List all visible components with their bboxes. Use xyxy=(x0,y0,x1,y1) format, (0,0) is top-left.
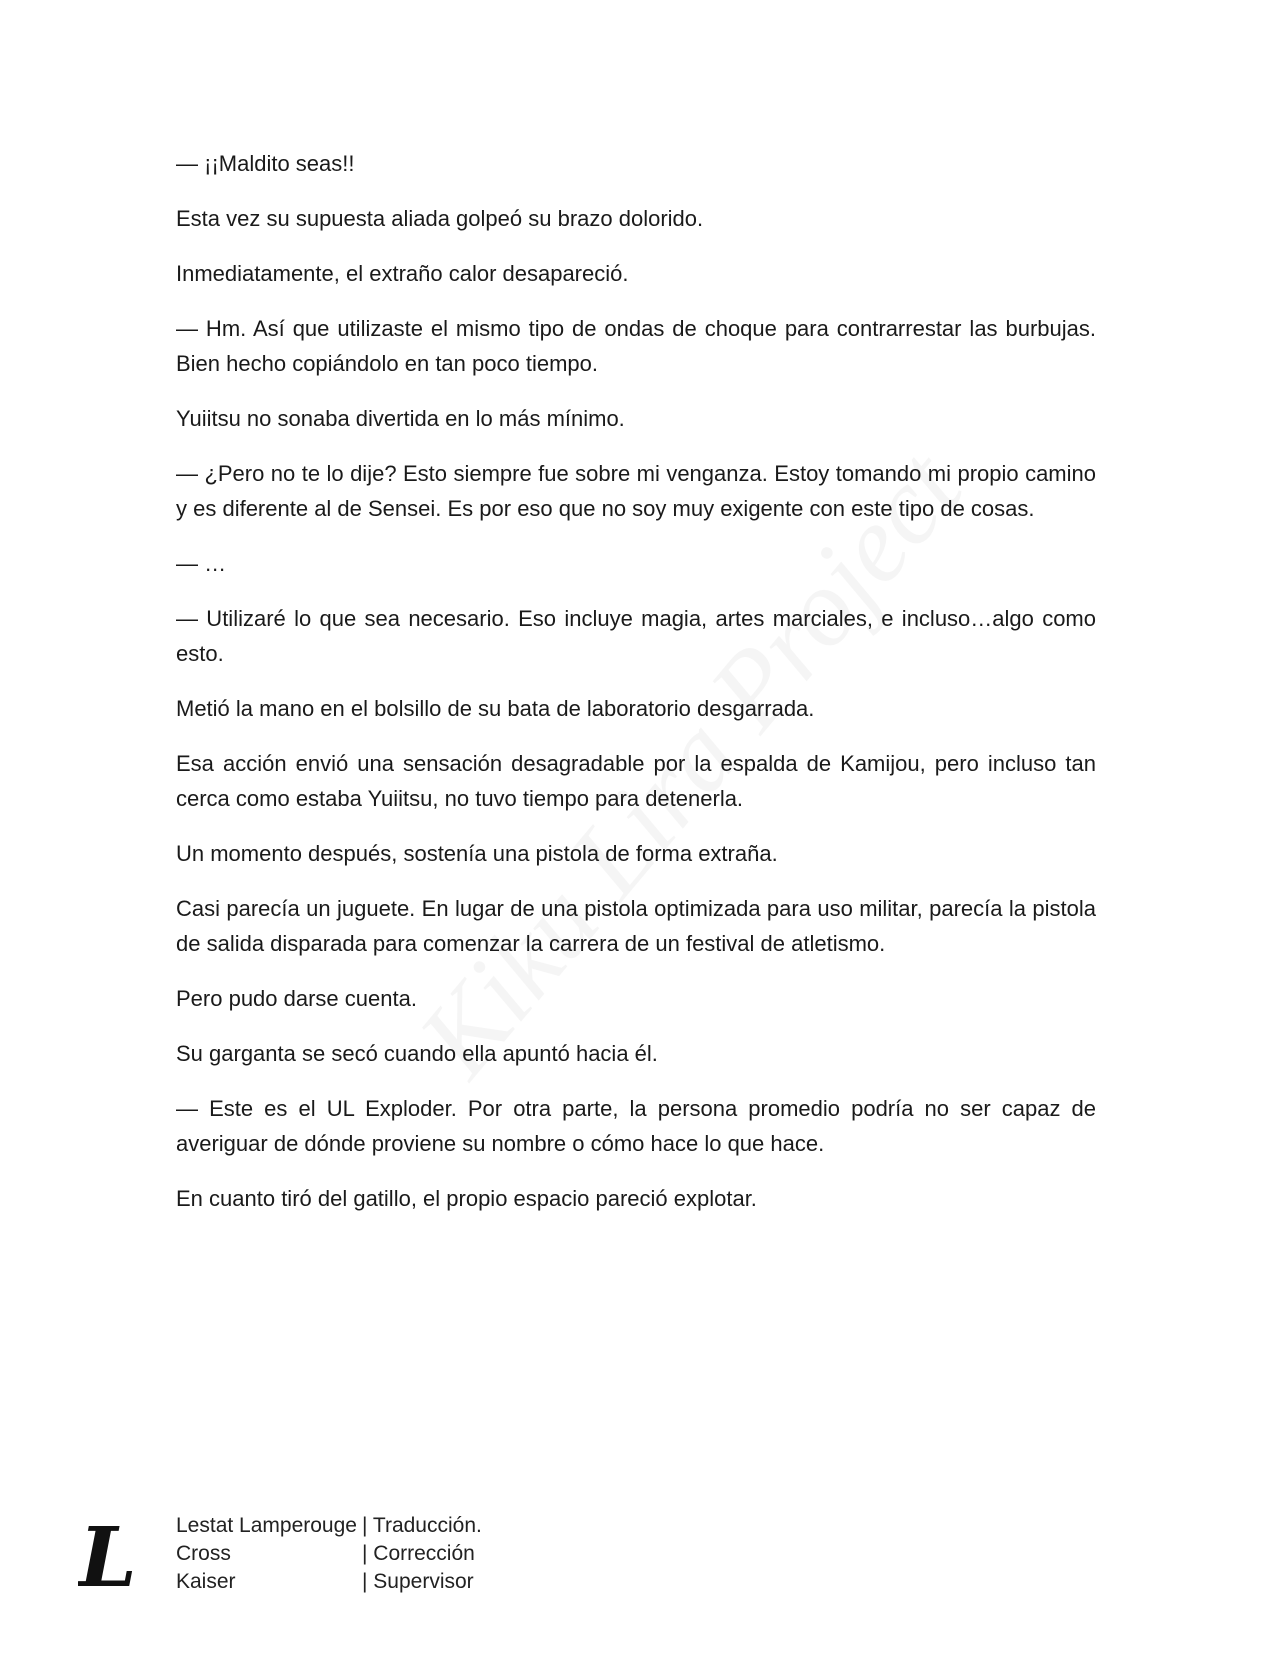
paragraph: Esa acción envió una sensación desagradable por la espalda de Kamijou, pero incluso tan cerca como estaba Yuiitsu, no tuvo tiempo para detenerla. xyxy=(176,751,1096,811)
paragraph: En cuanto tiró del gatillo, el propio espacio pareció explotar. xyxy=(176,1186,757,1211)
paragraph: — Utilizaré lo que sea necesario. Eso incluye magia, artes marciales, e incluso…algo como esto. xyxy=(176,606,1096,666)
svg-text:L: L xyxy=(79,1512,137,1600)
paragraph: Su garganta se secó cuando ella apuntó hacia él. xyxy=(176,1041,658,1066)
paragraph: Esta vez su supuesta aliada golpeó su brazo dolorido. xyxy=(176,206,704,231)
paragraph: — ¡¡Maldito seas!! xyxy=(176,151,355,176)
paragraph: Yuiitsu no sonaba divertida en lo más mínimo. xyxy=(176,406,625,431)
document-body xyxy=(176,146,1096,1236)
credit-name: Cross xyxy=(176,1542,231,1565)
paragraph: Pero pudo darse cuenta. xyxy=(176,986,417,1011)
paragraph: — Este es el UL Exploder. Por otra parte, la persona promedio podría no ser capaz de averiguar de dónde proviene su nombre o cómo hace lo que hace. xyxy=(176,1096,1096,1156)
credit-row-supervisor xyxy=(176,1568,482,1596)
paragraph: Un momento después, sostenía una pistola de forma extraña. xyxy=(176,841,778,866)
paragraph: Inmediatamente, el extraño calor desapareció. xyxy=(176,261,629,286)
paragraph: Metió la mano en el bolsillo de su bata de laboratorio desgarrada. xyxy=(176,696,815,721)
paragraph: — ¿Pero no te lo dije? Esto siempre fue sobre mi venganza. Estoy tomando mi propio camino y es diferente al de Sensei. Es por eso que no soy muy exigente con este tipo de cosas. xyxy=(176,461,1096,521)
paragraph: Casi parecía un juguete. En lugar de una pistola optimizada para uso militar, parecía la pistola de salida disparada para comenzar la carrera de un festival de atletismo. xyxy=(176,896,1096,956)
credit-role: | Corrección xyxy=(362,1542,475,1565)
credit-name: Lestat Lamperouge xyxy=(176,1514,357,1537)
paragraph: — Hm. Así que utilizaste el mismo tipo de ondas de choque para contrarrestar las burbujas. Bien hecho copiándolo en tan poco tiempo. xyxy=(176,316,1096,376)
credits-footer xyxy=(78,1512,678,1612)
credit-name: Kaiser xyxy=(176,1570,236,1593)
credit-role: | Supervisor xyxy=(362,1570,474,1593)
credits-list xyxy=(176,1512,482,1596)
paragraph: — … xyxy=(176,551,227,576)
gothic-l-logo-icon xyxy=(78,1512,138,1600)
credit-role: | Traducción. xyxy=(362,1514,482,1537)
credit-row-correction xyxy=(176,1540,482,1568)
credit-row-translation xyxy=(176,1512,482,1540)
